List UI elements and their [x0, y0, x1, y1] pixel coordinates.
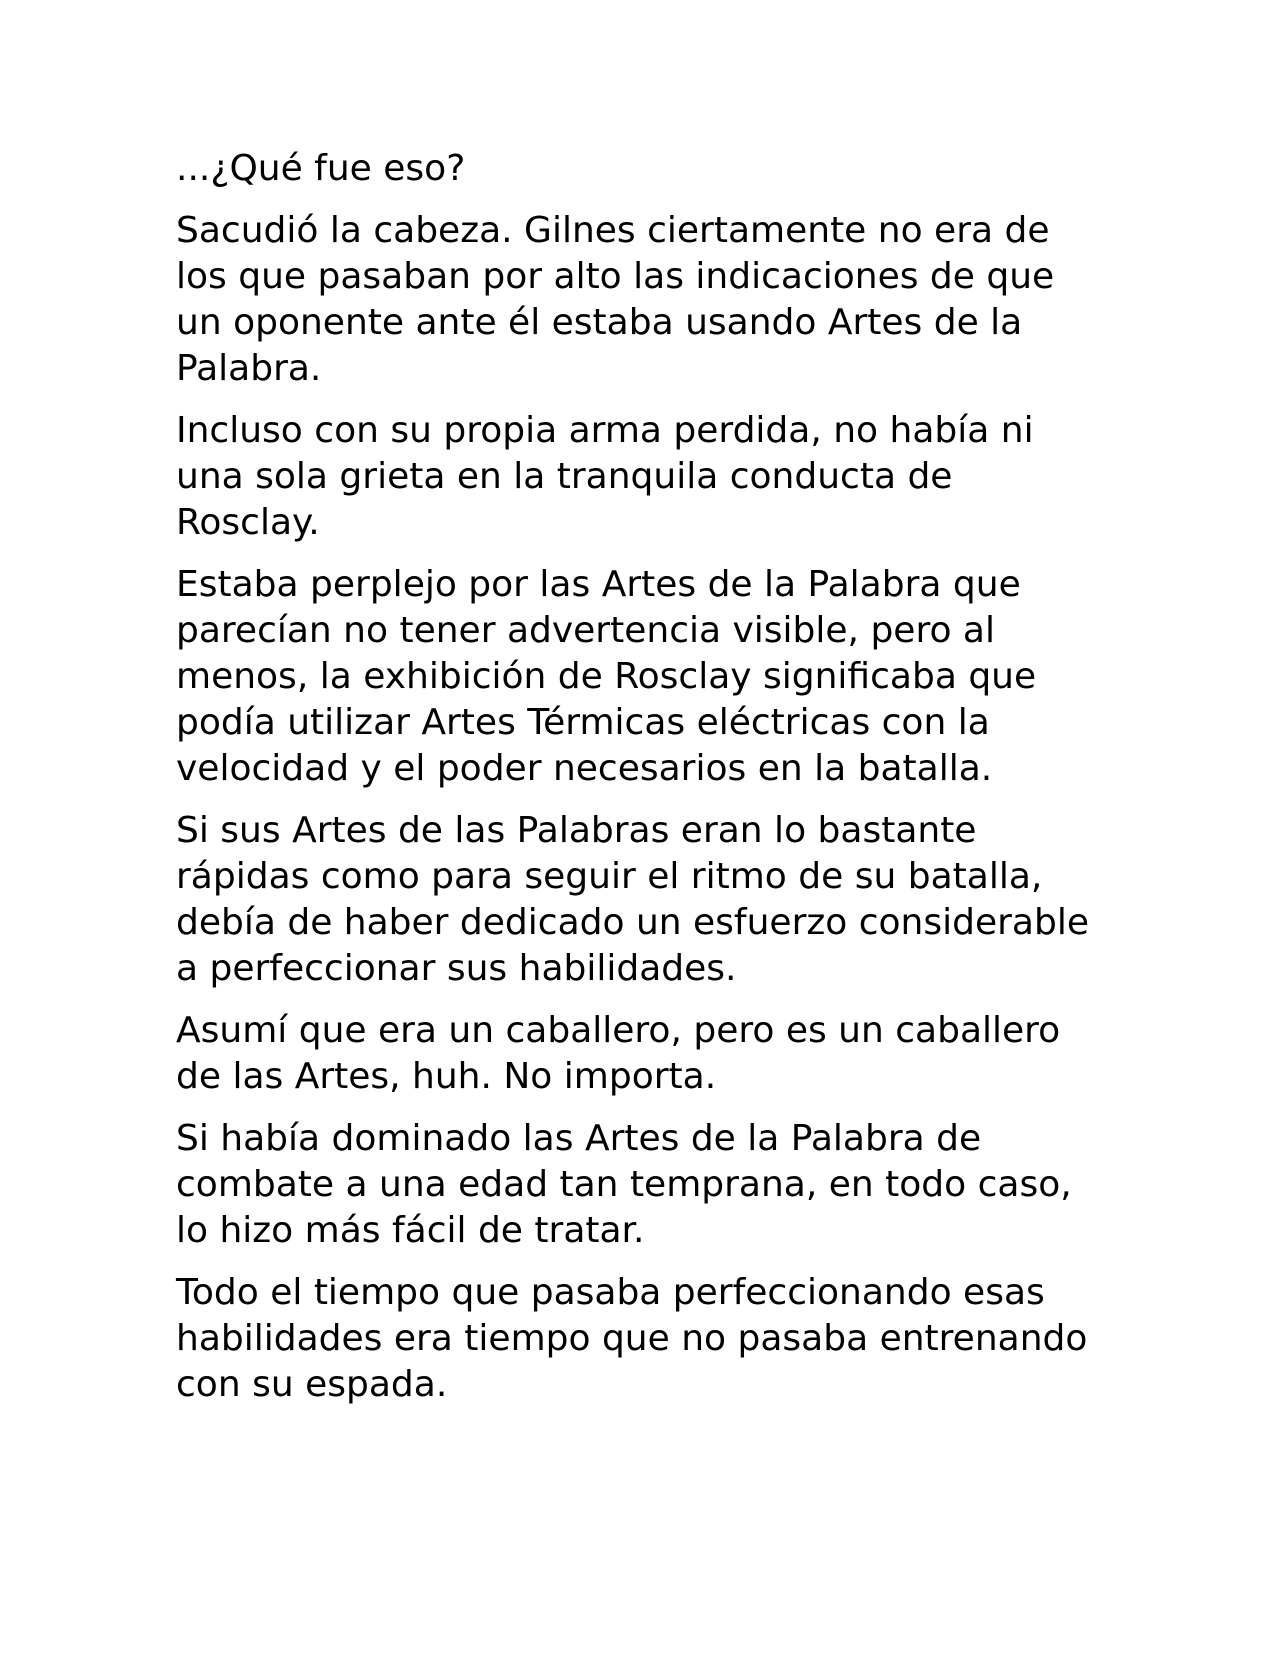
paragraph-4: Estaba perplejo por las Artes de la Palabra que parecían no tener advertencia visible, pero al menos, la exhibición de Rosclay significaba que podía utilizar Artes Térmicas eléctricas con la velocidad y el poder necesarios en la batalla.: [176, 564, 1037, 789]
paragraph-5: Si sus Artes de las Palabras eran lo bastante rápidas como para seguir el ritmo de su batalla, debía de haber dedicado un esfuerzo considerable a perfeccionar sus habilidades.: [176, 810, 1089, 989]
paragraph-8: Todo el tiempo que pasaba perfeccionando esas habilidades era tiempo que no pasaba entrenando con su espada.: [176, 1272, 1088, 1405]
paragraph-6: Asumí que era un caballero, pero es un caballero de las Artes, huh. No importa.: [176, 1010, 1061, 1097]
paragraph-2: Sacudió la cabeza. Gilnes ciertamente no era de los que pasaban por alto las indicaciones de que un oponente ante él estaba usando Artes de la Palabra.: [176, 210, 1055, 389]
paragraph-1: ...¿Qué fue eso?: [176, 148, 466, 189]
paragraph-3: Incluso con su propia arma perdida, no había ni una sola grieta en la tranquila conducta de Rosclay.: [176, 410, 1034, 543]
paragraph-7: Si había dominado las Artes de la Palabra de combate a una edad tan temprana, en todo caso, lo hizo más fácil de tratar.: [176, 1118, 1072, 1251]
text-body: [176, 146, 1106, 1424]
